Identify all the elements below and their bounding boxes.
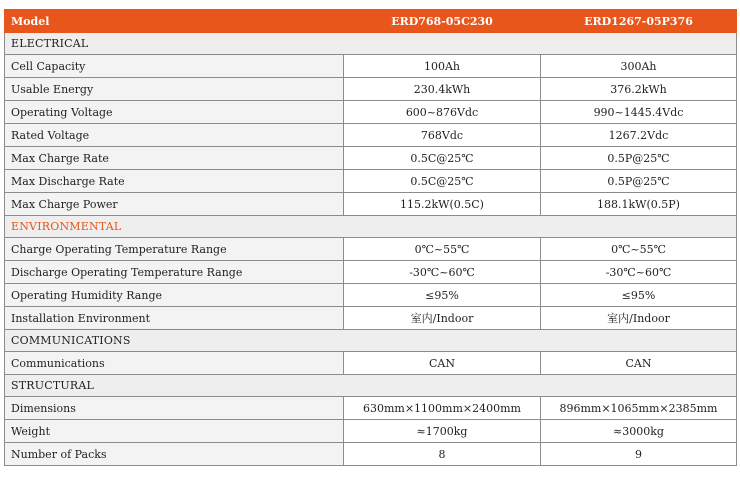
spec-table-body [5, 10, 737, 466]
spec-value-model-1: 100Ah [344, 55, 541, 78]
model-name-1: ERD768-05C230 [344, 10, 541, 33]
spec-label: Cell Capacity [5, 55, 344, 78]
spec-row [5, 307, 737, 330]
spec-value-model-1: 8 [344, 443, 541, 466]
section-title: ENVIRONMENTAL [5, 216, 737, 238]
spec-row [5, 170, 737, 193]
spec-row [5, 261, 737, 284]
spec-value-model-2: 9 [541, 443, 737, 466]
spec-value-model-2: 0℃~55℃ [541, 238, 737, 261]
spec-label: Charge Operating Temperature Range [5, 238, 344, 261]
spec-value-model-1: 630mm×1100mm×2400mm [344, 397, 541, 420]
spec-value-model-1: 230.4kWh [344, 78, 541, 101]
spec-label: Discharge Operating Temperature Range [5, 261, 344, 284]
spec-row [5, 124, 737, 147]
spec-row [5, 420, 737, 443]
spec-row [5, 443, 737, 466]
spec-value-model-1: CAN [344, 352, 541, 375]
spec-value-model-2: ≈3000kg [541, 420, 737, 443]
spec-label: Max Charge Power [5, 193, 344, 216]
spec-value-model-1: ≤95% [344, 284, 541, 307]
spec-label: Number of Packs [5, 443, 344, 466]
spec-value-model-2: 990~1445.4Vdc [541, 101, 737, 124]
spec-table [4, 9, 737, 466]
spec-value-model-1: 768Vdc [344, 124, 541, 147]
spec-value-model-1: ≈1700kg [344, 420, 541, 443]
section-row-environmental [5, 216, 737, 238]
section-title: STRUCTURAL [5, 375, 737, 397]
spec-value-model-2: -30℃~60℃ [541, 261, 737, 284]
spec-label: Max Discharge Rate [5, 170, 344, 193]
spec-value-model-2: ≤95% [541, 284, 737, 307]
spec-row [5, 238, 737, 261]
spec-row [5, 352, 737, 375]
section-row-communications [5, 330, 737, 352]
spec-value-model-2: 896mm×1065mm×2385mm [541, 397, 737, 420]
spec-row [5, 284, 737, 307]
model-name-2: ERD1267-05P376 [541, 10, 737, 33]
spec-label: Operating Voltage [5, 101, 344, 124]
spec-row [5, 147, 737, 170]
spec-value-model-1: 0℃~55℃ [344, 238, 541, 261]
spec-value-model-2: 室内/Indoor [541, 307, 737, 330]
spec-value-model-2: 300Ah [541, 55, 737, 78]
spec-value-model-2: 0.5P@25℃ [541, 147, 737, 170]
spec-value-model-1: 0.5C@25℃ [344, 147, 541, 170]
section-row-structural [5, 375, 737, 397]
section-title: ELECTRICAL [5, 33, 737, 55]
spec-label: Operating Humidity Range [5, 284, 344, 307]
spec-label: Max Charge Rate [5, 147, 344, 170]
spec-value-model-2: 188.1kW(0.5P) [541, 193, 737, 216]
spec-label: Dimensions [5, 397, 344, 420]
header-row [5, 10, 737, 33]
spec-label: Rated Voltage [5, 124, 344, 147]
spec-row [5, 193, 737, 216]
section-row-electrical [5, 33, 737, 55]
spec-value-model-2: 376.2kWh [541, 78, 737, 101]
spec-value-model-2: CAN [541, 352, 737, 375]
spec-value-model-2: 0.5P@25℃ [541, 170, 737, 193]
spec-label: Usable Energy [5, 78, 344, 101]
section-title: COMMUNICATIONS [5, 330, 737, 352]
spec-row [5, 55, 737, 78]
spec-value-model-1: -30℃~60℃ [344, 261, 541, 284]
spec-row [5, 397, 737, 420]
spec-label: Weight [5, 420, 344, 443]
model-header-label: Model [5, 10, 344, 33]
spec-row [5, 101, 737, 124]
spec-value-model-2: 1267.2Vdc [541, 124, 737, 147]
spec-value-model-1: 115.2kW(0.5C) [344, 193, 541, 216]
spec-label: Communications [5, 352, 344, 375]
spec-row [5, 78, 737, 101]
spec-value-model-1: 0.5C@25℃ [344, 170, 541, 193]
spec-value-model-1: 室内/Indoor [344, 307, 541, 330]
spec-label: Installation Environment [5, 307, 344, 330]
spec-value-model-1: 600~876Vdc [344, 101, 541, 124]
